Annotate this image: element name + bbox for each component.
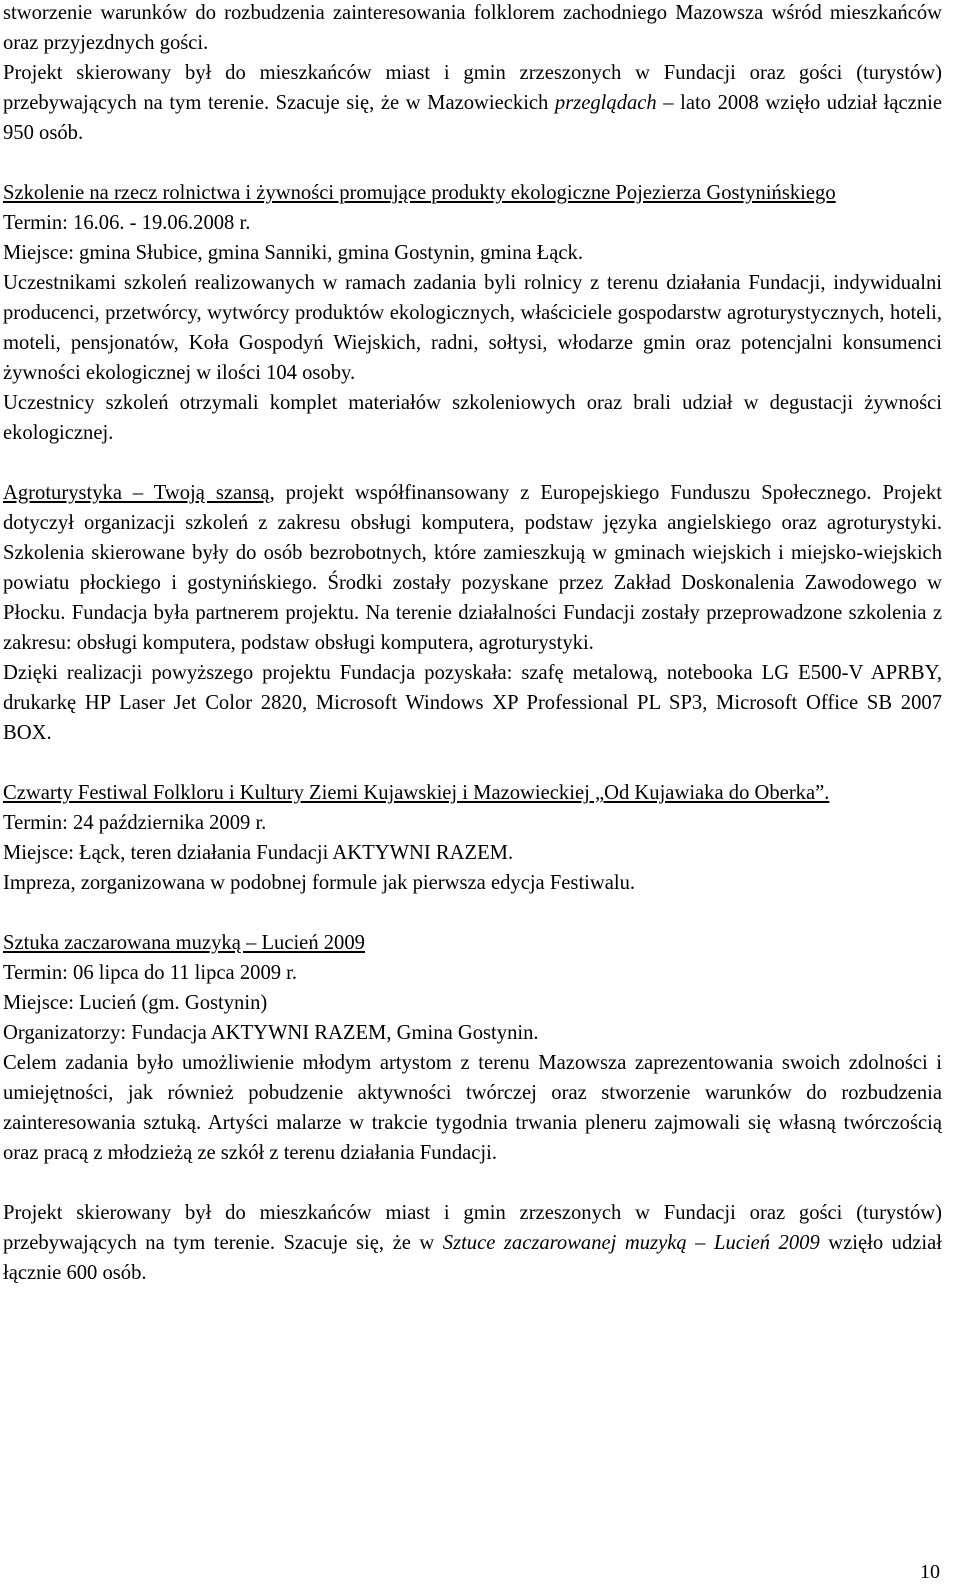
- training-miejsce: Miejsce: gmina Słubice, gmina Sanniki, gmina Gostynin, gmina Łąck.: [3, 242, 583, 264]
- festival-termin: Termin: 24 października 2009 r.: [3, 812, 267, 834]
- festival-title: Czwarty Festiwal Folkloru i Kultury Ziemi Kujawskiej i Mazowieckiej „Od Kujawiaka do Oberka”.: [3, 782, 830, 804]
- section-agro: [3, 478, 942, 658]
- document-page: [3, 0, 942, 1288]
- agro-title: Agroturystyka – Twoją szansą: [3, 482, 270, 504]
- training-participants: Uczestnikami szkoleń realizowanych w ramach zadania byli rolnicy z terenu działania Fundacji, indywidualni producenci, przetwórcy, wytwórcy produktów ekologicznych, właściciele gospodarstw agroturystycznych, hoteli, moteli, pensjonatów, Koła Gospodyń Wiejskich, radni, sołtysi, włodarze gmin oraz potencjalni konsumenci żywności ekologicznej w ilości 104 osoby.: [3, 272, 942, 384]
- intro-text-3: – lato 2008 wzięło udział łącznie 950 osób.: [3, 92, 942, 144]
- art-goal: Celem zadania było umożliwienie młodym artystom z terenu Mazowsza zaprezentowania swoich zdolności i umiejętności, jak również pobudzenie aktywności twórczej oraz stworzenie warunków do rozbudzenia zainteresowania sztuką. Artyści malarze w trakcie tygodnia trwania pleneru zajmowali się własną twórczością oraz pracą z młodzieżą ze szkół z terenu działania Fundacji.: [3, 1052, 942, 1164]
- festival-impreza: Impreza, zorganizowana w podobnej formule jak pierwsza edycja Festiwalu.: [3, 872, 636, 894]
- intro-text: stworzenie warunków do rozbudzenia zainteresowania folklorem zachodniego Mazowsza wśród mieszkańców oraz przyjezdnych gości.: [3, 2, 942, 54]
- art-title: Sztuka zaczarowana muzyką – Lucień 2009: [3, 932, 365, 954]
- section-art-title: [3, 928, 942, 958]
- art-organizatorzy: Organizatorzy: Fundacja AKTYWNI RAZEM, Gmina Gostynin.: [3, 1022, 539, 1044]
- training-materials: Uczestnicy szkoleń otrzymali komplet materiałów szkoleniowych oraz brali udział w degustacji żywności ekologicznej.: [3, 392, 942, 444]
- art-termin: Termin: 06 lipca do 11 lipca 2009 r.: [3, 962, 298, 984]
- section-title-training: [3, 178, 942, 208]
- art-summary-italic: Sztuce zaczarowanej muzyką – Lucień 2009: [442, 1232, 820, 1254]
- paragraph-intro: [3, 0, 942, 148]
- training-title: Szkolenie na rzecz rolnictwa i żywności promujące produkty ekologiczne Pojezierza Gostynińskiego: [3, 182, 836, 204]
- agro-text: , projekt współfinansowany z Europejskiego Funduszu Społecznego. Projekt dotyczył organizacji szkoleń z zakresu obsługi komputera, podstaw języka angielskiego oraz agroturystyki. Szkolenia skierowane były do osób bezrobotnych, które zamieszkują w gminach wiejskich i miejsko-wiejskich powiatu płockiego i gostynińskiego. Środki zostały pozyskane przez Zakład Doskonalenia Zawodowego w Płocku. Fundacja była partnerem projektu. Na terenie działalności Fundacji zostały przeprowadzone szkolenia z zakresu: obsługi komputera, podstaw obsługi komputera, agroturystyki.: [3, 482, 942, 654]
- art-summary: [3, 1198, 942, 1288]
- page-number: 10: [920, 1561, 940, 1583]
- art-miejsce: Miejsce: Lucień (gm. Gostynin): [3, 992, 268, 1014]
- art-summary-b: wzięło udział łącznie 600 osób.: [3, 1232, 942, 1284]
- intro-text-2: Projekt skierowany był do mieszkańców miast i gmin zrzeszonych w Fundacji oraz gości (turystów) przebywających na tym terenie. Szacuje się, że w Mazowieckich: [3, 62, 942, 114]
- training-termin: Termin: 16.06. - 19.06.2008 r.: [3, 212, 251, 234]
- intro-italic: przeglądach: [554, 92, 657, 114]
- festival-miejsce: Miejsce: Łąck, teren działania Fundacji AKTYWNI RAZEM.: [3, 842, 514, 864]
- art-summary-a: Projekt skierowany był do mieszkańców miast i gmin zrzeszonych w Fundacji oraz gości (turystów) przebywających na tym terenie. Szacuje się, że w: [3, 1202, 942, 1254]
- section-festival-title: [3, 778, 942, 808]
- agro-equipment: Dzięki realizacji powyższego projektu Fundacja pozyskała: szafę metalową, notebooka LG E500-V APRBY, drukarkę HP Laser Jet Color 2820, Microsoft Windows XP Professional PL SP3, Microsoft Office SB 2007 BOX.: [3, 662, 942, 744]
